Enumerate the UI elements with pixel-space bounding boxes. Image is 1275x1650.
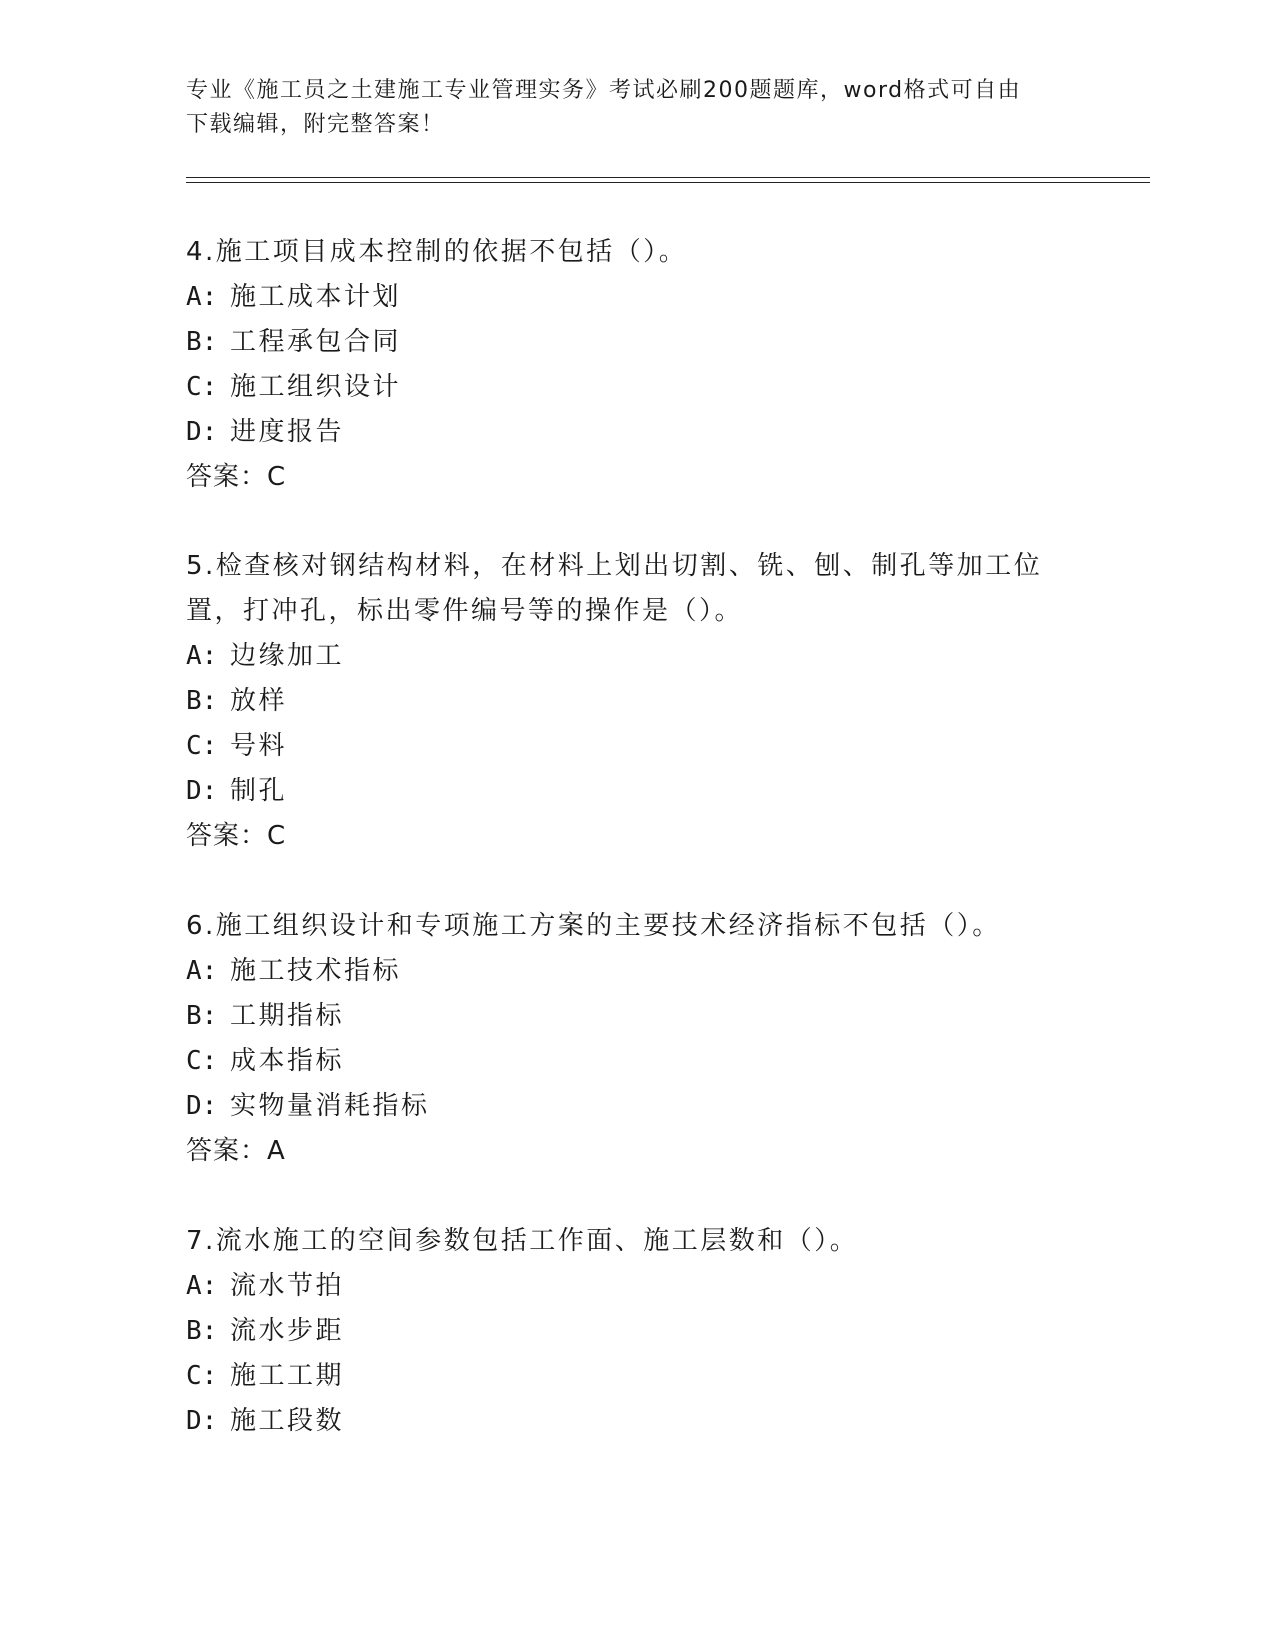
option-a bbox=[186, 949, 1086, 994]
option-text: 施工工期 bbox=[230, 1361, 345, 1391]
header-divider-bottom bbox=[186, 182, 1150, 183]
option-key: B: bbox=[186, 1316, 218, 1346]
question-stem-line: 6.施工组织设计和专项施工方案的主要技术经济指标不包括（）。 bbox=[186, 911, 1001, 941]
option-key: A: bbox=[186, 641, 218, 671]
question-stem-line: 5.检查核对钢结构材料，在材料上划出切割、铣、刨、制孔等加工位 bbox=[186, 551, 1043, 581]
question-7 bbox=[186, 1219, 1086, 1444]
option-text: 流水步距 bbox=[230, 1316, 345, 1346]
option-text: 制孔 bbox=[230, 776, 288, 806]
question-5 bbox=[186, 544, 1086, 859]
header-divider-top bbox=[186, 177, 1150, 178]
option-key: C: bbox=[186, 372, 218, 402]
question-stem bbox=[186, 230, 1086, 275]
header-line-2: 下载编辑，附完整答案！ bbox=[186, 112, 445, 137]
option-c bbox=[186, 724, 1086, 769]
answer-line: 答案：C bbox=[186, 462, 287, 492]
option-key: D: bbox=[186, 1406, 218, 1436]
option-key: A: bbox=[186, 1271, 218, 1301]
option-c bbox=[186, 1039, 1086, 1084]
option-text: 进度报告 bbox=[230, 417, 345, 447]
question-4 bbox=[186, 230, 1086, 500]
option-b bbox=[186, 679, 1086, 724]
option-key: D: bbox=[186, 417, 218, 447]
option-key: A: bbox=[186, 282, 218, 312]
option-text: 放样 bbox=[230, 686, 288, 716]
option-b bbox=[186, 1309, 1086, 1354]
option-text: 工期指标 bbox=[230, 1001, 345, 1031]
option-key: D: bbox=[186, 776, 218, 806]
option-text: 边缘加工 bbox=[230, 641, 345, 671]
option-text: 施工成本计划 bbox=[230, 282, 402, 312]
question-stem-line: 置，打冲孔，标出零件编号等的操作是（）。 bbox=[186, 596, 744, 626]
option-c bbox=[186, 365, 1086, 410]
option-key: B: bbox=[186, 327, 218, 357]
option-key: C: bbox=[186, 731, 218, 761]
option-a bbox=[186, 275, 1086, 320]
option-d bbox=[186, 1399, 1086, 1444]
question-stem-line: 7.流水施工的空间参数包括工作面、施工层数和（）。 bbox=[186, 1226, 859, 1256]
option-text: 施工段数 bbox=[230, 1406, 345, 1436]
option-key: D: bbox=[186, 1091, 218, 1121]
option-key: C: bbox=[186, 1361, 218, 1391]
option-a bbox=[186, 634, 1086, 679]
question-6 bbox=[186, 904, 1086, 1174]
answer-line: 答案：C bbox=[186, 821, 287, 851]
option-b bbox=[186, 320, 1086, 365]
option-d bbox=[186, 1084, 1086, 1129]
option-b bbox=[186, 994, 1086, 1039]
option-text: 号料 bbox=[230, 731, 288, 761]
option-d bbox=[186, 769, 1086, 814]
option-key: A: bbox=[186, 956, 218, 986]
option-key: B: bbox=[186, 1001, 218, 1031]
option-text: 施工技术指标 bbox=[230, 956, 402, 986]
header-line-1: 专业《施工员之土建施工专业管理实务》考试必刷200题题库，word格式可自由 bbox=[186, 78, 1022, 103]
document-header bbox=[186, 74, 1066, 142]
option-key: B: bbox=[186, 686, 218, 716]
option-text: 实物量消耗指标 bbox=[230, 1091, 430, 1121]
option-text: 工程承包合同 bbox=[230, 327, 402, 357]
option-text: 成本指标 bbox=[230, 1046, 345, 1076]
option-text: 流水节拍 bbox=[230, 1271, 345, 1301]
option-c bbox=[186, 1354, 1086, 1399]
answer-line: 答案：A bbox=[186, 1136, 286, 1166]
option-text: 施工组织设计 bbox=[230, 372, 402, 402]
question-stem bbox=[186, 544, 1086, 634]
option-d bbox=[186, 410, 1086, 455]
option-key: C: bbox=[186, 1046, 218, 1076]
option-a bbox=[186, 1264, 1086, 1309]
question-stem bbox=[186, 904, 1086, 949]
question-stem-line: 4.施工项目成本控制的依据不包括（）。 bbox=[186, 237, 688, 267]
question-stem bbox=[186, 1219, 1086, 1264]
